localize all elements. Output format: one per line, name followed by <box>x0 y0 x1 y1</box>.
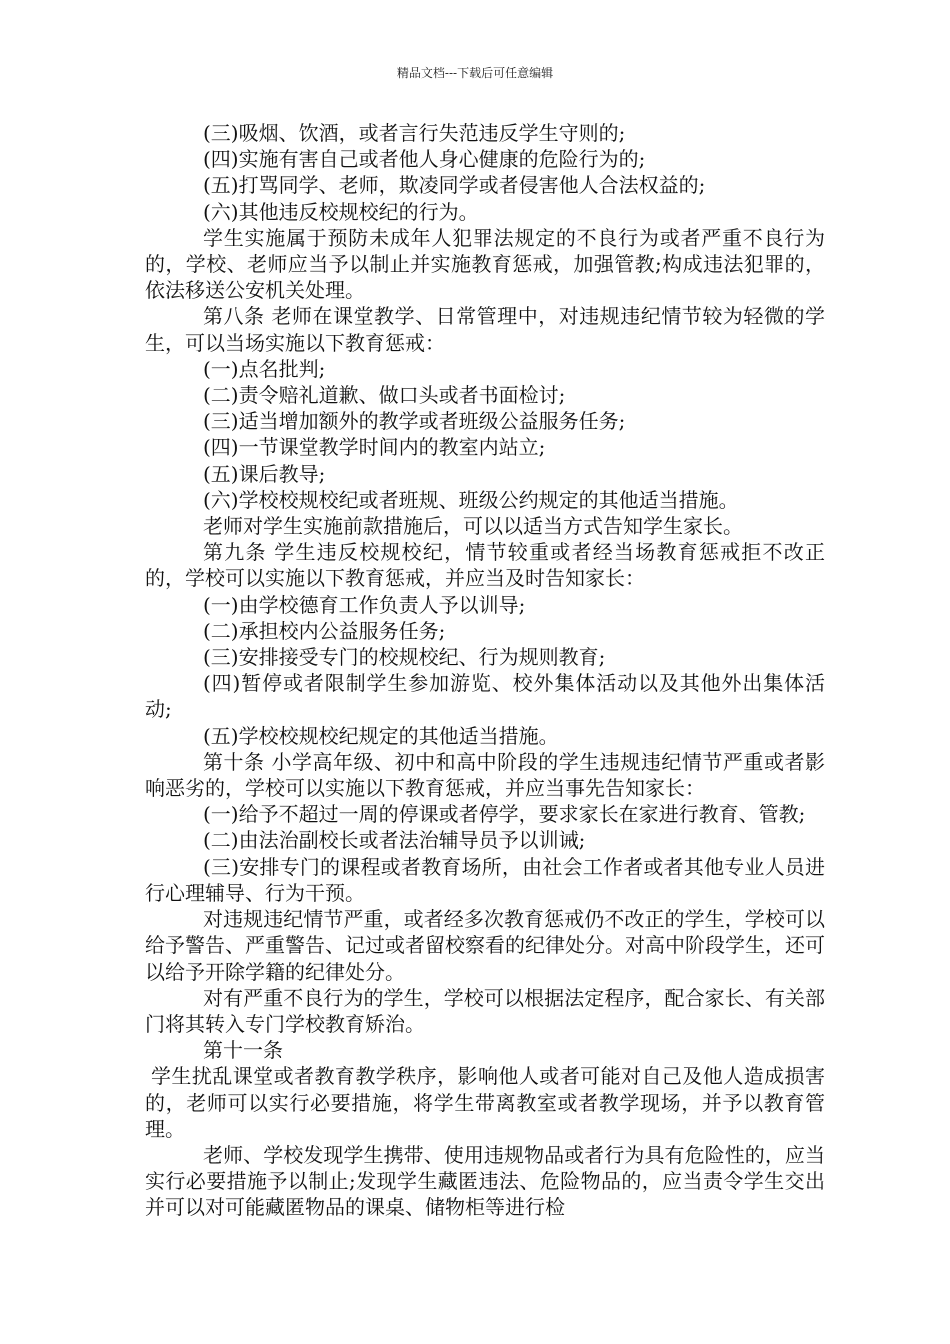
paragraph: (四)暂停或者限制学生参加游览、校外集体活动以及其他外出集体活动; <box>145 671 825 722</box>
paragraph: (六)学校校规校纪或者班规、班级公约规定的其他适当措施。 <box>203 487 739 512</box>
paragraph: 对有严重不良行为的学生，学校可以根据法定程序，配合家长、有关部门将其转入专门学校教育矫治。 <box>145 985 825 1036</box>
article-11-heading: 第十一条 <box>203 1038 283 1063</box>
paragraph: (四)实施有害自己或者他人身心健康的危险行为的; <box>203 147 646 172</box>
paragraph: 老师、学校发现学生携带、使用违规物品或者行为具有危险性的，应当实行必要措施予以制止;发现学生藏匿违法、危险物品的，应当责令学生交出并可以对可能藏匿物品的课桌、储物柜等进行检 <box>145 1142 825 1220</box>
document-body <box>145 120 825 1221</box>
paragraph: (五)学校校规校纪规定的其他适当措施。 <box>203 723 559 748</box>
article-10: 第十条 小学高年级、初中和高中阶段的学生违规违纪情节严重或者影响恶劣的，学校可以实施以下教育惩戒，并应当事先告知家长： <box>145 749 825 801</box>
paragraph: 学生实施属于预防未成年人犯罪法规定的不良行为或者严重不良行为的，学校、老师应当予以制止并实施教育惩戒，加强管教;构成违法犯罪的，依法移送公安机关处理。 <box>145 225 825 303</box>
paragraph: (四)一节课堂教学时间内的教室内站立; <box>203 435 546 460</box>
paragraph: (三)吸烟、饮酒，或者言行失范违反学生守则的; <box>203 121 626 145</box>
paragraph: (五)课后教导; <box>203 461 326 486</box>
article-8: 第八条 老师在课堂教学、日常管理中，对违规违纪情节较为轻微的学生，可以当场实施以下教育惩戒： <box>145 304 825 355</box>
paragraph: (一)点名批判; <box>203 356 326 381</box>
paragraph: (五)打骂同学、老师，欺凌同学或者侵害他人合法权益的; <box>203 173 706 198</box>
paragraph: 老师对学生实施前款措施后，可以以适当方式告知学生家长。 <box>203 514 743 539</box>
paragraph: (一)给予不超过一周的停课或者停学，要求家长在家进行教育、管教; <box>203 802 806 827</box>
article-9: 第九条 学生违反校规校纪，情节较重或者经当场教育惩戒拒不改正的，学校可以实施以下教育惩戒，并应当及时告知家长： <box>145 540 825 591</box>
paragraph: (二)责令赔礼道歉、做口头或者书面检讨; <box>203 383 566 408</box>
paragraph: (三)安排专门的课程或者教育场所，由社会工作者或者其他专业人员进行心理辅导、行为干预。 <box>145 854 825 905</box>
paragraph: 学生扰乱课堂或者教育教学秩序，影响他人或者可能对自己及他人造成损害的，老师可以实行必要措施，将学生带离教室或者教学现场，并予以教育管理。 <box>145 1064 825 1141</box>
paragraph: (二)由法治副校长或者法治辅导员予以训诫; <box>203 828 586 853</box>
paragraph: (三)适当增加额外的教学或者班级公益服务任务; <box>203 409 626 434</box>
paragraph: (一)由学校德育工作负责人予以训导; <box>203 592 526 617</box>
paragraph: (二)承担校内公益服务任务; <box>203 618 446 643</box>
paragraph: 对违规违纪情节严重，或者经多次教育惩戒仍不改正的学生，学校可以给予警告、严重警告、记过或者留校察看的纪律处分。对高中阶段学生，还可以给予开除学籍的纪律处分。 <box>145 907 825 984</box>
paragraph: (六)其他违反校规校纪的行为。 <box>203 199 479 224</box>
paragraph: (三)安排接受专门的校规校纪、行为规则教育; <box>203 645 606 670</box>
page-header: 精品文档---下载后可任意编辑 <box>396 66 554 80</box>
